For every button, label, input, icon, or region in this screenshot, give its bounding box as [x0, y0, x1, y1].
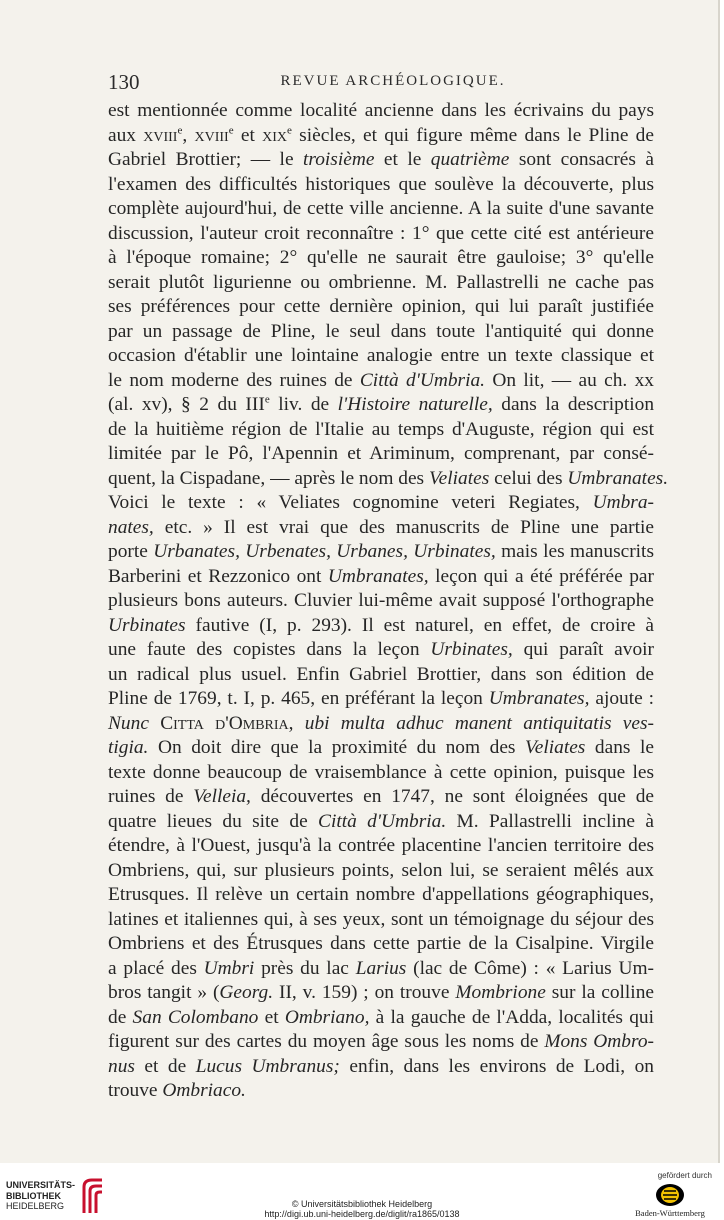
- text-line: [108, 957, 654, 982]
- text-line: [108, 124, 654, 149]
- library-name-line1: UNIVERSITÄTS-: [6, 1180, 76, 1190]
- text-line: [108, 516, 654, 541]
- text-run: à la gauche de l'Adda, localités qui: [369, 1006, 654, 1028]
- text-run: quatre lieues du site de: [108, 810, 319, 832]
- text-run: quent, la Cispadane, — après le nom des: [108, 467, 429, 489]
- italic-run: Ombriano,: [284, 1006, 370, 1028]
- text-run: discussion, l'auteur croit reconnaître : 1° que cette cité est antérieure: [108, 222, 654, 244]
- text-run: de: [108, 1006, 133, 1028]
- source-url[interactable]: http://digi.ub.uni-heidelberg.de/diglit/ra1865/0138: [264, 1209, 460, 1219]
- text-run: II, v. 159) ; on trouve: [273, 982, 456, 1003]
- italic-run: Mons Ombro-: [544, 1031, 654, 1052]
- italic-run: Città d'Umbria.: [359, 369, 486, 391]
- text-run: dans le: [585, 737, 655, 758]
- italic-run: Umbranates,: [488, 688, 590, 709]
- text-run: mais les manuscrits: [495, 541, 654, 562]
- text-line: [108, 589, 654, 614]
- funder-logo[interactable]: [620, 1171, 720, 1219]
- funded-by-label: gefördert durch: [657, 1171, 712, 1180]
- text-line: [108, 712, 654, 737]
- text-line: [108, 491, 654, 516]
- text-line: [108, 761, 654, 786]
- italic-run: Urbinates: [108, 614, 186, 636]
- text-run: une faute des copistes dans la leçon: [108, 639, 431, 660]
- text-line: [108, 981, 654, 1006]
- text-line: [108, 663, 654, 688]
- italic-run: San Colombano: [132, 1006, 259, 1028]
- text-line: [108, 687, 654, 712]
- body-text: [108, 99, 669, 1104]
- italic-run: Larius: [355, 957, 407, 979]
- text-run: porte: [108, 541, 154, 562]
- text-line: [108, 99, 654, 124]
- text-run: On lit, — au ch. xx: [485, 369, 654, 391]
- italic-run: Urbinates,: [430, 639, 513, 660]
- text-line: [108, 883, 654, 908]
- italic-run: Umbra-: [592, 492, 654, 513]
- text-run: est mentionnée comme localité ancienne dans les écrivains du pays: [108, 100, 654, 121]
- text-run: découvertes en 1747, ne sont éloignées que de: [250, 786, 654, 807]
- small-caps-run: xviii: [194, 124, 229, 146]
- italic-run: tigia.: [108, 737, 149, 758]
- text-run: plusieurs bons auteurs. Cluvier lui-même avait supposé l'orthographe: [108, 590, 654, 611]
- text-line: [108, 369, 654, 394]
- running-head: [108, 70, 648, 94]
- italic-run: Lucus Umbranus;: [195, 1055, 340, 1077]
- italic-run: Mombrione: [455, 982, 546, 1003]
- text-run: un radical plus usuel. Enfin Gabriel Brottier, dans son édition de: [108, 663, 654, 685]
- text-line: [108, 222, 654, 247]
- text-run: enfin, dans les environs de Lodi, on: [339, 1055, 654, 1077]
- text-run: l'examen des difficultés historiques que soulève la découverte, plus: [108, 173, 654, 195]
- text-run: figurent sur des cartes du moyen âge sous les noms de: [108, 1031, 545, 1052]
- text-run: serait plutôt ligurienne ou ombrienne. M. Pallastrelli ne cache pas: [108, 271, 654, 293]
- text-run: de la huitième région de l'Italie au temps d'Auguste, région qui est: [108, 418, 654, 440]
- text-line: [108, 1079, 654, 1104]
- text-run: complète aujourd'hui, de cette ville ancienne. A la suite d'une savante: [108, 198, 654, 219]
- credits: [0, 1199, 724, 1219]
- text-run: par un passage de Pline, le seul dans toute l'antiquité qui donne: [108, 320, 654, 342]
- text-line: [108, 442, 654, 467]
- italic-run: Umbri: [203, 957, 255, 979]
- text-run: près du lac: [254, 957, 356, 979]
- superscript-run: e: [287, 124, 292, 137]
- text-line: [108, 467, 669, 492]
- text-line: [108, 859, 654, 884]
- text-line: [108, 148, 654, 173]
- italic-run: ubi multa adhuc manent antiquitatis ves-: [304, 712, 655, 734]
- text-line: [108, 271, 654, 296]
- italic-run: Urbanates, Urbenates, Urbanes, Urbinates,: [153, 541, 496, 562]
- text-run: qui paraît avoir: [512, 639, 655, 660]
- italic-run: Velleia,: [193, 786, 251, 807]
- copyright-text: © Universitätsbibliothek Heidelberg: [291, 1199, 433, 1209]
- italic-run: Veliates: [428, 467, 490, 489]
- text-line: [108, 638, 654, 663]
- footer-bar: [0, 1163, 724, 1220]
- text-run: sur la colline: [545, 982, 654, 1003]
- text-run: occasion d'établir une lointaine analogie entre un texte classique et: [108, 345, 654, 366]
- text-line: [108, 1006, 654, 1031]
- text-line: [108, 834, 654, 859]
- text-line: [108, 736, 654, 761]
- text-line: [108, 246, 654, 271]
- text-line: [108, 614, 654, 639]
- text-run: a placé des: [108, 957, 204, 979]
- text-run: [149, 713, 160, 734]
- text-run: siècles, et qui figure même dans le Pline de: [291, 124, 654, 146]
- text-run: et: [258, 1006, 285, 1028]
- page-number: 130: [108, 70, 140, 94]
- text-run: étendre, à l'Ouest, jusqu'à la contrée placentine l'ancien territoire des: [108, 835, 654, 856]
- text-line: [108, 320, 654, 345]
- text-run: sont consacrés à: [509, 149, 655, 170]
- text-run: aux: [108, 124, 144, 146]
- text-run: latines et italiennes qui, à ses yeux, sont un témoignage du séjour des: [108, 908, 654, 930]
- italic-run: Georg.: [219, 982, 274, 1003]
- italic-run: Nunc: [108, 712, 149, 734]
- text-line: [108, 1030, 654, 1055]
- text-run: trouve: [108, 1080, 163, 1101]
- italic-run: Umbranates,: [327, 565, 429, 587]
- small-caps-run: xix: [262, 124, 288, 146]
- text-run: Ombriens et des Étrusques dans cette partie de la Cisalpine. Virgile: [108, 933, 654, 954]
- text-run: [294, 713, 305, 734]
- funder-name: Baden-Württemberg: [635, 1208, 705, 1218]
- text-line: [108, 344, 654, 369]
- text-run: ses préférences pour cette dernière opinion, qui lui paraît justifiée: [108, 296, 654, 317]
- text-run: limitée par le Pô, l'Apennin et Ariminum, comprenant, par consé-: [108, 443, 654, 464]
- text-run: On doit dire que la proximité du nom des: [148, 737, 526, 758]
- text-run: M. Pallastrelli incline à: [446, 810, 654, 832]
- journal-title: REVUE ARCHÉOLOGIQUE.: [280, 73, 506, 89]
- text-run: Voici le texte : « Veliates cognomine veteri Regiates,: [108, 492, 593, 513]
- text-run: à l'époque romaine; 2° qu'elle ne saurait être gauloise; 3° qu'elle: [108, 247, 654, 268]
- library-name-line3: HEIDELBERG: [6, 1201, 65, 1211]
- text-line: [108, 810, 654, 835]
- superscript-run: e: [228, 124, 234, 137]
- text-run: liv. de: [269, 394, 338, 415]
- text-line: [108, 295, 654, 320]
- italic-run: Città d'Umbria.: [318, 810, 447, 832]
- text-run: celui des: [489, 467, 568, 489]
- italic-run: troisième: [303, 149, 375, 170]
- text-run: et le: [374, 149, 431, 170]
- italic-run: quatrième: [430, 149, 510, 170]
- text-run: Ombriens, qui, sur plusieurs points, selon lui, se seraient mêlés aux: [108, 859, 654, 881]
- text-run: bros tangit » (: [108, 982, 220, 1003]
- text-run: (al. xv), § 2 du III: [108, 394, 265, 415]
- italic-run: Umbranates.: [567, 467, 669, 489]
- text-run: Barberini et Rezzonico ont: [108, 565, 328, 587]
- text-line: [108, 565, 654, 590]
- text-run: ,: [182, 124, 195, 146]
- small-caps-run: Citta d'Ombria,: [160, 712, 294, 734]
- text-run: ajoute :: [589, 688, 654, 709]
- text-line: [108, 540, 654, 565]
- text-line: [108, 393, 654, 418]
- text-run: et de: [134, 1055, 196, 1077]
- text-line: [108, 1055, 654, 1080]
- text-run: et: [233, 124, 263, 146]
- text-line: [108, 785, 654, 810]
- italic-run: l'Histoire naturelle,: [337, 394, 493, 415]
- text-run: Pline de 1769, t. I, p. 465, en préférant la leçon: [108, 688, 489, 709]
- text-run: ruines de: [108, 786, 194, 807]
- text-run: leçon qui a été préférée par: [428, 565, 654, 587]
- text-run: Gabriel Brottier; — le: [108, 149, 303, 170]
- italic-run: nates,: [108, 516, 154, 538]
- text-line: [108, 418, 654, 443]
- text-run: fautive (I, p. 293). Il est naturel, en effet, de croire à: [185, 614, 654, 636]
- text-line: [108, 173, 654, 198]
- superscript-run: e: [177, 124, 183, 137]
- text-run: (lac de Côme) : « Larius Um-: [406, 957, 655, 979]
- text-run: dans la description: [492, 394, 655, 415]
- text-line: [108, 197, 654, 222]
- text-line: [108, 932, 654, 957]
- superscript-run: e: [264, 393, 270, 406]
- text-run: texte donne beaucoup de vraisemblance à cette opinion, puisque les: [108, 761, 654, 783]
- text-run: etc. » Il est vrai que des manuscrits de Pline une partie: [153, 516, 654, 538]
- italic-run: Ombriaco.: [162, 1080, 246, 1101]
- library-name-line2: BIBLIOTHEK: [6, 1190, 61, 1201]
- text-line: [108, 908, 654, 933]
- coat-of-arms-icon: [654, 1183, 686, 1207]
- italic-run: nus: [108, 1055, 135, 1077]
- italic-run: Veliates: [525, 737, 586, 758]
- small-caps-run: xviii: [143, 124, 178, 146]
- text-run: Etrusques. Il relève un certain nombre d'appellations géographiques,: [108, 884, 654, 905]
- text-run: le nom moderne des ruines de: [108, 369, 360, 391]
